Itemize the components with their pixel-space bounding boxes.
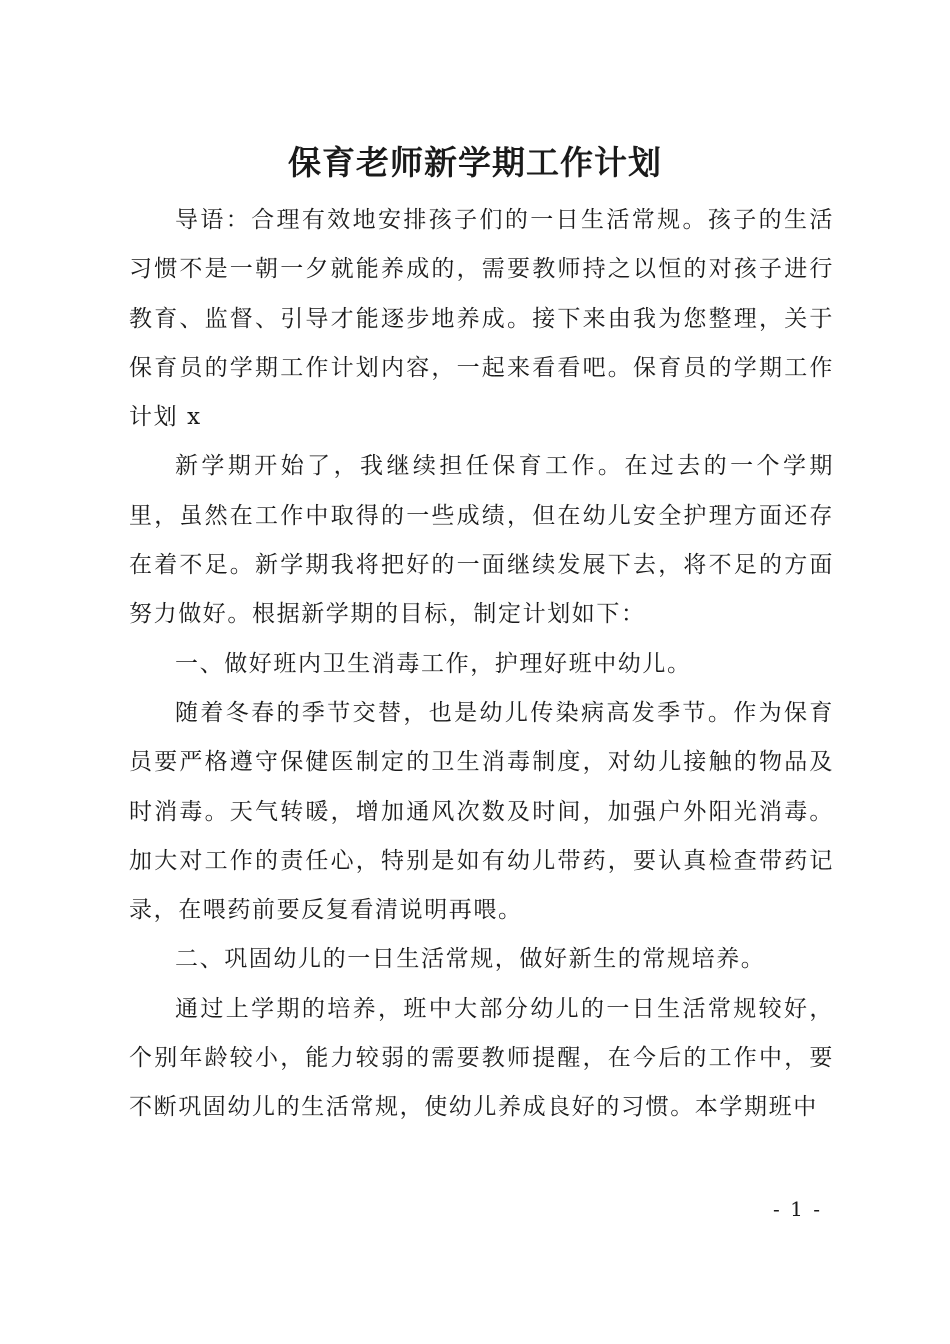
- document-body: [129, 196, 834, 1133]
- body-paragraph: 通过上学期的培养，班中大部分幼儿的一日生活常规较好，个别年龄较小，能力较弱的需要教师提醒，在今后的工作中，要不断巩固幼儿的生活常规，使幼儿养成良好的习惯。本学期班中: [129, 995, 834, 1121]
- intro-paragraph: 导语：合理有效地安排孩子们的一日生活常规。孩子的生活习惯不是一朝一夕就能养成的，需要教师持之以恒的对孩子进行教育、监督、引导才能逐步地养成。接下来由我为您整理，关于保育员的学期工作计划内容，一起来看看吧。保育员的学期工作计划 x: [129, 207, 834, 431]
- section-heading: 一、做好班内卫生消毒工作，护理好班中幼儿。: [175, 650, 692, 677]
- document-title: 保育老师新学期工作计划: [288, 143, 662, 182]
- body-paragraph: 随着冬春的季节交替，也是幼儿传染病高发季节。作为保育员要严格遵守保健医制定的卫生消毒制度，对幼儿接触的物品及时消毒。天气转暖，增加通风次数及时间，加强户外阳光消毒。加大对工作的责任心，特别是如有幼儿带药，要认真检查带药记录，在喂药前要反复看清说明再喂。: [129, 699, 834, 924]
- section-heading: 二、巩固幼儿的一日生活常规，做好新生的常规培养。: [175, 946, 766, 973]
- page-number: - 1 -: [773, 1197, 822, 1221]
- body-paragraph: 新学期开始了，我继续担任保育工作。在过去的一个学期里，虽然在工作中取得的一些成绩，但在幼儿安全护理方面还存在着不足。新学期我将把好的一面继续发展下去，将不足的方面努力做好。根据新学期的目标，制定计划如下：: [129, 453, 834, 628]
